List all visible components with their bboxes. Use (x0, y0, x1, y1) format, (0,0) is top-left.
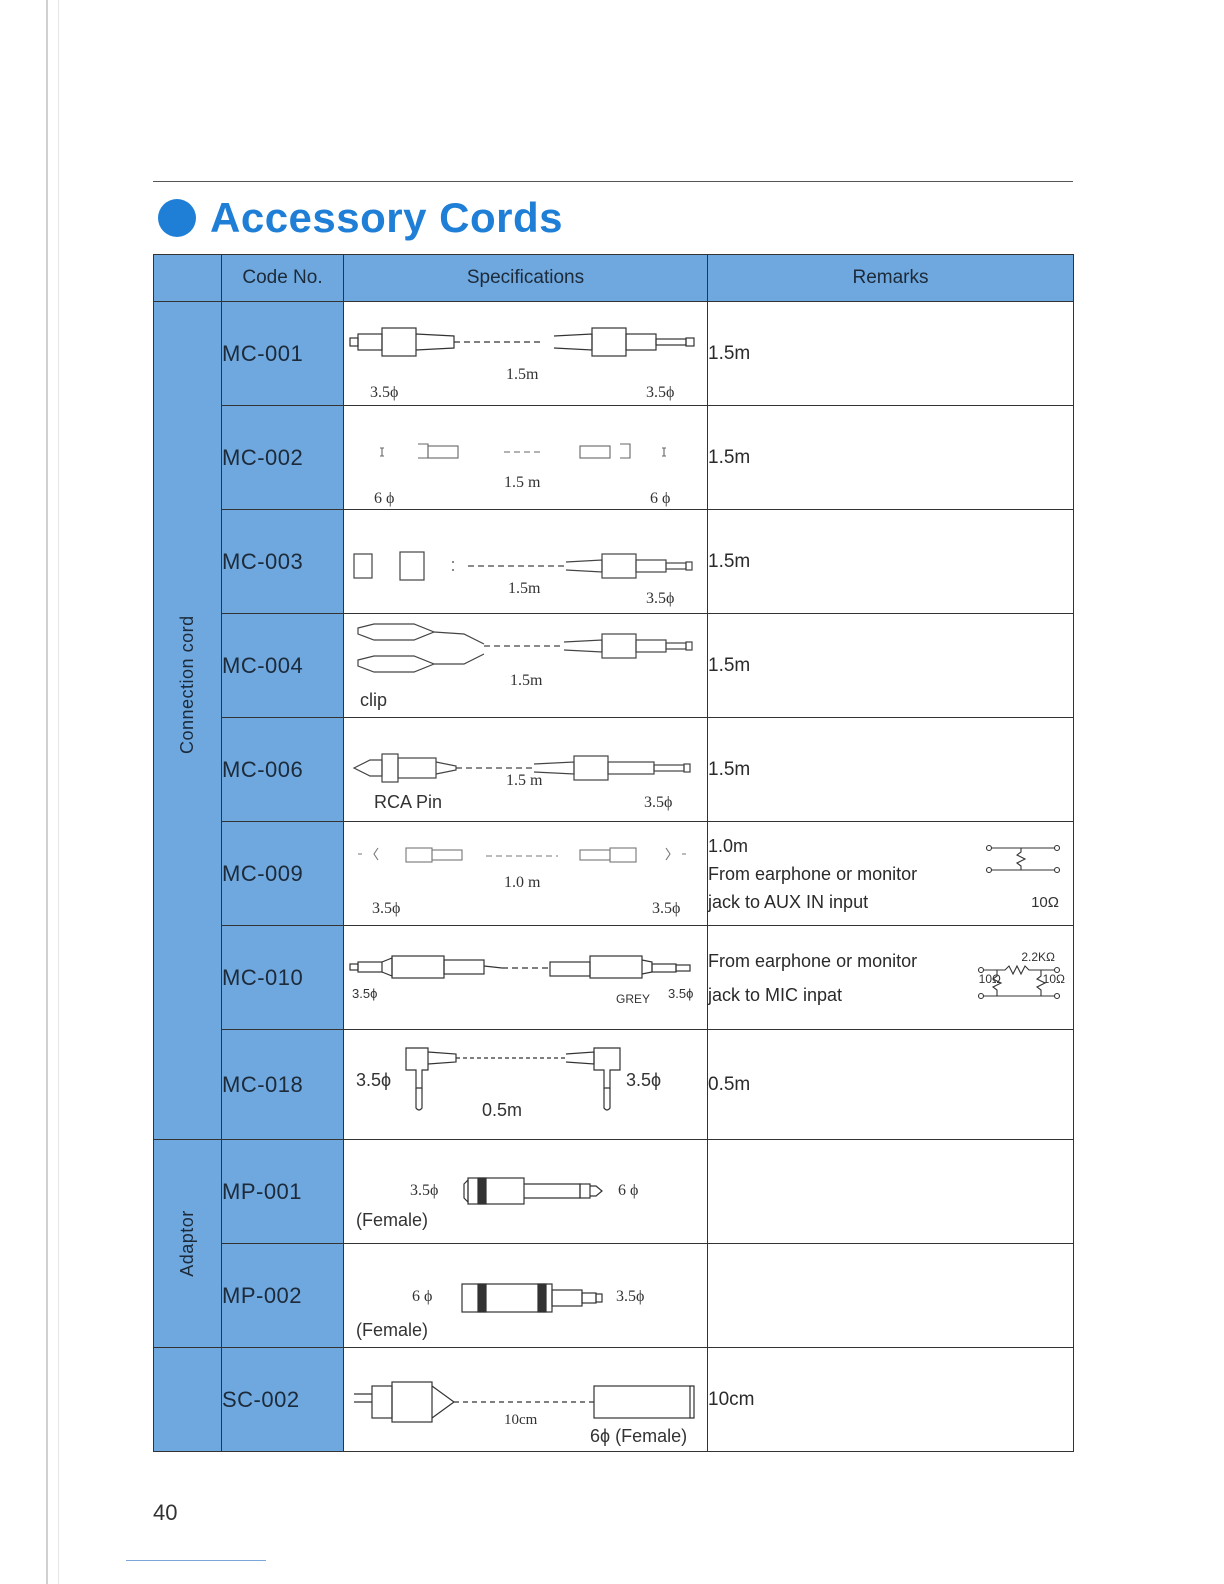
remarks-cell: 0.5m (708, 1030, 1074, 1140)
spec-right: 3.5ϕ (644, 794, 673, 811)
spec-left: 6 ϕ (412, 1288, 433, 1305)
top-rule (153, 181, 1073, 182)
spec-mid: 1.5 m (504, 474, 541, 491)
code-cell: MP-001 (222, 1140, 344, 1244)
header-category (154, 255, 222, 302)
spec-mid: 10cm (504, 1412, 538, 1428)
spec-right: 6ϕ (Female) (590, 1426, 688, 1446)
remarks-cell: 1.5m (708, 406, 1074, 510)
remarks-cell: 10cm (708, 1348, 1074, 1452)
spec-left: RCA Pin (374, 792, 443, 812)
spec-cell (344, 1244, 708, 1348)
page-edge-inner (58, 0, 59, 1584)
remarks-line: jack to AUX IN input (708, 891, 869, 912)
table-row (154, 302, 1074, 406)
table-row (154, 1244, 1074, 1348)
spec-cell (344, 1030, 708, 1140)
table-header-row (154, 255, 1074, 302)
header-code: Code No. (222, 255, 344, 302)
page-number: 40 (153, 1500, 178, 1525)
schematic-label: 10Ω (1042, 972, 1065, 986)
code-cell: MC-018 (222, 1030, 344, 1140)
spec-right: 3.5ϕ (668, 986, 694, 1001)
spec-mid: 1.0 m (504, 874, 541, 891)
code-cell: MC-006 (222, 718, 344, 822)
spec-right: 3.5ϕ (616, 1288, 645, 1305)
category-blank (154, 1348, 222, 1452)
spec-left: 3.5ϕ (352, 986, 378, 1001)
code-cell: MC-001 (222, 302, 344, 406)
spec-right: 3.5ϕ (646, 384, 675, 401)
spec-cell (344, 1140, 708, 1244)
title-block (158, 192, 563, 244)
remarks-cell (708, 822, 1074, 926)
spec-right: 3.5ϕ (646, 590, 675, 607)
spec-mid: 1.5m (508, 580, 541, 597)
code-cell: MC-004 (222, 614, 344, 718)
spec-left: 6 ϕ (374, 490, 395, 507)
category-adaptor (154, 1140, 222, 1348)
spec-right: 6 ϕ (618, 1182, 639, 1199)
table-row (154, 1140, 1074, 1244)
remarks-line: jack to MIC inpat (708, 984, 843, 1005)
header-specifications: Specifications (344, 255, 708, 302)
remarks-cell (708, 926, 1074, 1030)
spec-cell (344, 1348, 708, 1452)
table-row (154, 1030, 1074, 1140)
attenuator-schematic-icon (983, 840, 1063, 880)
page-edge (46, 0, 48, 1584)
spec-cell (344, 822, 708, 926)
table-row (154, 406, 1074, 510)
cord-diagram-icon (344, 614, 708, 718)
spec-left: 3.5ϕ (372, 900, 401, 917)
code-cell: MC-009 (222, 822, 344, 926)
code-cell: SC-002 (222, 1348, 344, 1452)
remarks-cell (708, 1140, 1074, 1244)
spec-left: 3.5ϕ (410, 1182, 439, 1199)
code-cell: MP-002 (222, 1244, 344, 1348)
cord-diagram-icon (344, 926, 708, 1030)
accessory-cords-table (153, 254, 1074, 1452)
remarks-cell: 1.5m (708, 718, 1074, 822)
table-row (154, 1348, 1074, 1452)
spec-right: 6 ϕ (650, 490, 671, 507)
spec-cell (344, 614, 708, 718)
remarks-line: From earphone or monitor (708, 950, 918, 971)
schematic-label: 10Ω (1031, 894, 1059, 911)
spec-left: 3.5ϕ (370, 384, 399, 401)
spec-left: clip (360, 690, 388, 710)
category-label: Adaptor (177, 1210, 197, 1277)
spec-cell (344, 302, 708, 406)
schematic-label: 10Ω (978, 972, 1001, 986)
table-row (154, 510, 1074, 614)
spec-mid: 1.5 m (506, 772, 543, 789)
remarks-cell (708, 1244, 1074, 1348)
spec-cell (344, 406, 708, 510)
schematic-label: 2.2KΩ (1021, 950, 1055, 964)
spec-mid: 0.5m (482, 1100, 523, 1120)
table-row (154, 822, 1074, 926)
spec-mid: 1.5m (510, 672, 543, 689)
header-remarks: Remarks (708, 255, 1074, 302)
table-row (154, 614, 1074, 718)
page-title: Accessory Cords (210, 194, 563, 241)
spec-right: 3.5ϕ (652, 900, 681, 917)
footer-rule (126, 1560, 266, 1561)
spec-cell (344, 510, 708, 614)
remarks-line: 1.0m (708, 835, 749, 856)
spec-cell (344, 926, 708, 1030)
spec-note: (Female) (356, 1210, 429, 1230)
table-row (154, 926, 1074, 1030)
category-connection-cord (154, 302, 222, 1140)
spec-right: 3.5ϕ (626, 1070, 662, 1090)
code-cell: MC-010 (222, 926, 344, 1030)
spec-cell (344, 718, 708, 822)
code-cell: MC-002 (222, 406, 344, 510)
spec-grey: GREY (616, 992, 651, 1006)
spec-mid: 1.5m (506, 366, 539, 383)
remarks-line: From earphone or monitor (708, 863, 918, 884)
category-label: Connection cord (177, 615, 197, 754)
remarks-cell: 1.5m (708, 510, 1074, 614)
spec-note: (Female) (356, 1320, 429, 1340)
code-cell: MC-003 (222, 510, 344, 614)
remarks-cell: 1.5m (708, 614, 1074, 718)
table-row (154, 718, 1074, 822)
remarks-cell: 1.5m (708, 302, 1074, 406)
title-bullet-icon (158, 199, 196, 237)
spec-left: 3.5ϕ (356, 1070, 392, 1090)
